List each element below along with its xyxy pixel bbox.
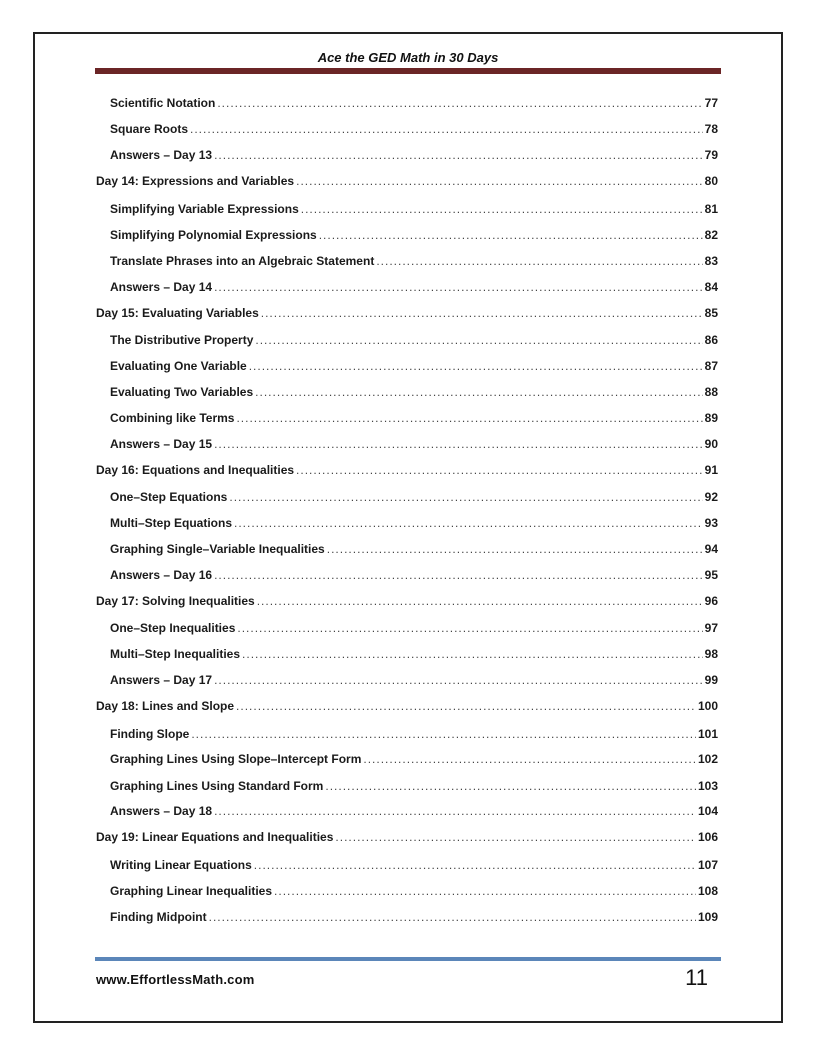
toc-dot-leader: [255, 385, 702, 399]
toc-entry-page: 84: [704, 280, 718, 294]
toc-dot-leader: [214, 148, 703, 162]
toc-entry-title: Finding Midpoint: [110, 910, 207, 924]
toc-entry-title: Scientific Notation: [110, 96, 216, 110]
toc-dot-leader: [296, 463, 703, 477]
toc-entry-page: 86: [704, 333, 718, 347]
toc-entry-title: Answers – Day 18: [110, 804, 213, 818]
toc-section-entry[interactable]: [110, 516, 718, 532]
toc-entry-title: Graphing Single–Variable Inequalities: [110, 542, 325, 556]
header-rule: [95, 68, 721, 74]
toc-dot-leader: [327, 542, 703, 556]
toc-dot-leader: [254, 858, 696, 872]
toc-entry-title: Translate Phrases into an Algebraic Statement: [110, 254, 375, 268]
toc-entry-page: 93: [704, 516, 718, 530]
toc-entry-page: 88: [704, 385, 718, 399]
toc-entry-page: 87: [704, 359, 718, 373]
toc-entry-title: Graphing Lines Using Standard Form: [110, 779, 324, 793]
toc-section-entry[interactable]: [110, 910, 718, 926]
toc-entry-page: 89: [704, 411, 718, 425]
toc-dot-leader: [325, 779, 696, 793]
toc-entry-title: Graphing Lines Using Slope–Intercept Form: [110, 752, 362, 766]
toc-entry-title: Evaluating One Variable: [110, 359, 247, 373]
toc-dot-leader: [301, 202, 703, 216]
toc-section-entry[interactable]: [110, 333, 718, 349]
toc-section-entry[interactable]: [110, 621, 718, 637]
toc-entry-title: Writing Linear Equations: [110, 858, 252, 872]
toc-entry-title: Simplifying Variable Expressions: [110, 202, 299, 216]
toc-entry-title: Answers – Day 15: [110, 437, 213, 451]
toc-section-entry[interactable]: [110, 804, 718, 820]
toc-entry-page: 82: [704, 228, 718, 242]
toc-entry-title: Day 16: Equations and Inequalities: [96, 463, 295, 477]
toc-entry-title: One–Step Equations: [110, 490, 228, 504]
toc-dot-leader: [209, 910, 696, 924]
toc-entry-title: One–Step Inequalities: [110, 621, 236, 635]
toc-entry-title: Day 15: Evaluating Variables: [96, 306, 259, 320]
toc-dot-leader: [335, 830, 696, 844]
toc-entry-title: Answers – Day 17: [110, 673, 213, 687]
toc-day-entry[interactable]: [96, 594, 718, 610]
toc-entry-title: Answers – Day 14: [110, 280, 213, 294]
toc-entry-page: 92: [704, 490, 718, 504]
toc-entry-page: 85: [704, 306, 718, 320]
toc-day-entry[interactable]: [96, 463, 718, 479]
toc-section-entry[interactable]: [110, 148, 718, 164]
toc-section-entry[interactable]: [110, 568, 718, 584]
toc-section-entry[interactable]: [110, 884, 718, 900]
toc-dot-leader: [214, 568, 703, 582]
toc-entry-page: 101: [697, 727, 718, 741]
toc-entry-title: Finding Slope: [110, 727, 190, 741]
toc-dot-leader: [257, 594, 703, 608]
toc-entry-page: 90: [704, 437, 718, 451]
running-header-title: Ace the GED Math in 30 Days: [317, 50, 499, 65]
toc-entry-title: Multi–Step Equations: [110, 516, 233, 530]
toc-section-entry[interactable]: [110, 542, 718, 558]
toc-entry-title: Day 17: Solving Inequalities: [96, 594, 255, 608]
toc-entry-page: 102: [697, 752, 718, 766]
page-number: 11: [685, 965, 708, 990]
toc-entry-title: Day 14: Expressions and Variables: [96, 174, 295, 188]
toc-dot-leader: [242, 647, 703, 661]
toc-entry-title: Graphing Linear Inequalities: [110, 884, 273, 898]
toc-section-entry[interactable]: [110, 411, 718, 427]
toc-section-entry[interactable]: [110, 647, 718, 663]
toc-day-entry[interactable]: [96, 306, 718, 322]
toc-entry-page: 95: [704, 568, 718, 582]
toc-entry-title: Evaluating Two Variables: [110, 385, 254, 399]
toc-entry-page: 100: [697, 699, 718, 713]
toc-section-entry[interactable]: [110, 228, 718, 244]
toc-entry-page: 108: [697, 884, 718, 898]
toc-section-entry[interactable]: [110, 727, 718, 743]
toc-section-entry[interactable]: [110, 779, 718, 795]
toc-entry-page: 106: [697, 830, 718, 844]
toc-dot-leader: [190, 122, 703, 136]
toc-dot-leader: [229, 490, 702, 504]
toc-dot-leader: [274, 884, 696, 898]
toc-section-entry[interactable]: [110, 437, 718, 453]
toc-entry-title: Square Roots: [110, 122, 189, 136]
toc-day-entry[interactable]: [96, 830, 718, 846]
toc-dot-leader: [191, 727, 696, 741]
toc-dot-leader: [363, 752, 696, 766]
toc-entry-title: Day 18: Lines and Slope: [96, 699, 235, 713]
toc-entry-page: 107: [697, 858, 718, 872]
toc-entry-page: 80: [704, 174, 718, 188]
toc-entry-title: The Distributive Property: [110, 333, 254, 347]
footer-rule: [95, 957, 721, 961]
toc-dot-leader: [249, 359, 703, 373]
toc-entry-page: 81: [704, 202, 718, 216]
toc-entry-page: 79: [704, 148, 718, 162]
toc-section-entry[interactable]: [110, 280, 718, 296]
toc-entry-title: Answers – Day 16: [110, 568, 213, 582]
toc-entry-page: 109: [697, 910, 718, 924]
toc-dot-leader: [214, 804, 696, 818]
toc-dot-leader: [319, 228, 703, 242]
footer-website: www.EffortlessMath.com: [96, 972, 255, 987]
toc-entry-page: 97: [704, 621, 718, 635]
toc-section-entry[interactable]: [110, 202, 718, 218]
toc-dot-leader: [214, 673, 703, 687]
toc-entry-title: Answers – Day 13: [110, 148, 213, 162]
toc-entry-title: Combining like Terms: [110, 411, 235, 425]
toc-day-entry[interactable]: [96, 699, 718, 715]
toc-dot-leader: [255, 333, 702, 347]
toc-section-entry[interactable]: [110, 858, 718, 874]
toc-entry-title: Day 19: Linear Equations and Inequalities: [96, 830, 334, 844]
toc-entry-title: Simplifying Polynomial Expressions: [110, 228, 317, 242]
toc-dot-leader: [376, 254, 702, 268]
toc-entry-page: 99: [704, 673, 718, 687]
toc-entry-page: 94: [704, 542, 718, 556]
toc-dot-leader: [214, 280, 703, 294]
toc-dot-leader: [214, 437, 703, 451]
toc-dot-leader: [261, 306, 703, 320]
toc-entry-page: 78: [704, 122, 718, 136]
toc-day-entry[interactable]: [96, 174, 718, 190]
toc-entry-page: 91: [704, 463, 718, 477]
toc-section-entry[interactable]: [110, 752, 718, 768]
toc-dot-leader: [236, 699, 696, 713]
toc-entry-title: Multi–Step Inequalities: [110, 647, 241, 661]
toc-section-entry[interactable]: [110, 673, 718, 689]
toc-section-entry[interactable]: [110, 490, 718, 506]
toc-entry-page: 103: [697, 779, 718, 793]
toc-entry-page: 104: [697, 804, 718, 818]
toc-section-entry[interactable]: [110, 385, 718, 401]
toc-section-entry[interactable]: [110, 359, 718, 375]
toc-section-entry[interactable]: [110, 254, 718, 270]
toc-entry-page: 83: [704, 254, 718, 268]
toc-section-entry[interactable]: [110, 96, 718, 112]
toc-dot-leader: [296, 174, 703, 188]
toc-dot-leader: [237, 621, 702, 635]
toc-entry-page: 98: [704, 647, 718, 661]
toc-dot-leader: [217, 96, 702, 110]
toc-dot-leader: [234, 516, 703, 530]
toc-entry-page: 96: [704, 594, 718, 608]
toc-entry-page: 77: [704, 96, 718, 110]
toc-dot-leader: [236, 411, 702, 425]
toc-section-entry[interactable]: [110, 122, 718, 138]
